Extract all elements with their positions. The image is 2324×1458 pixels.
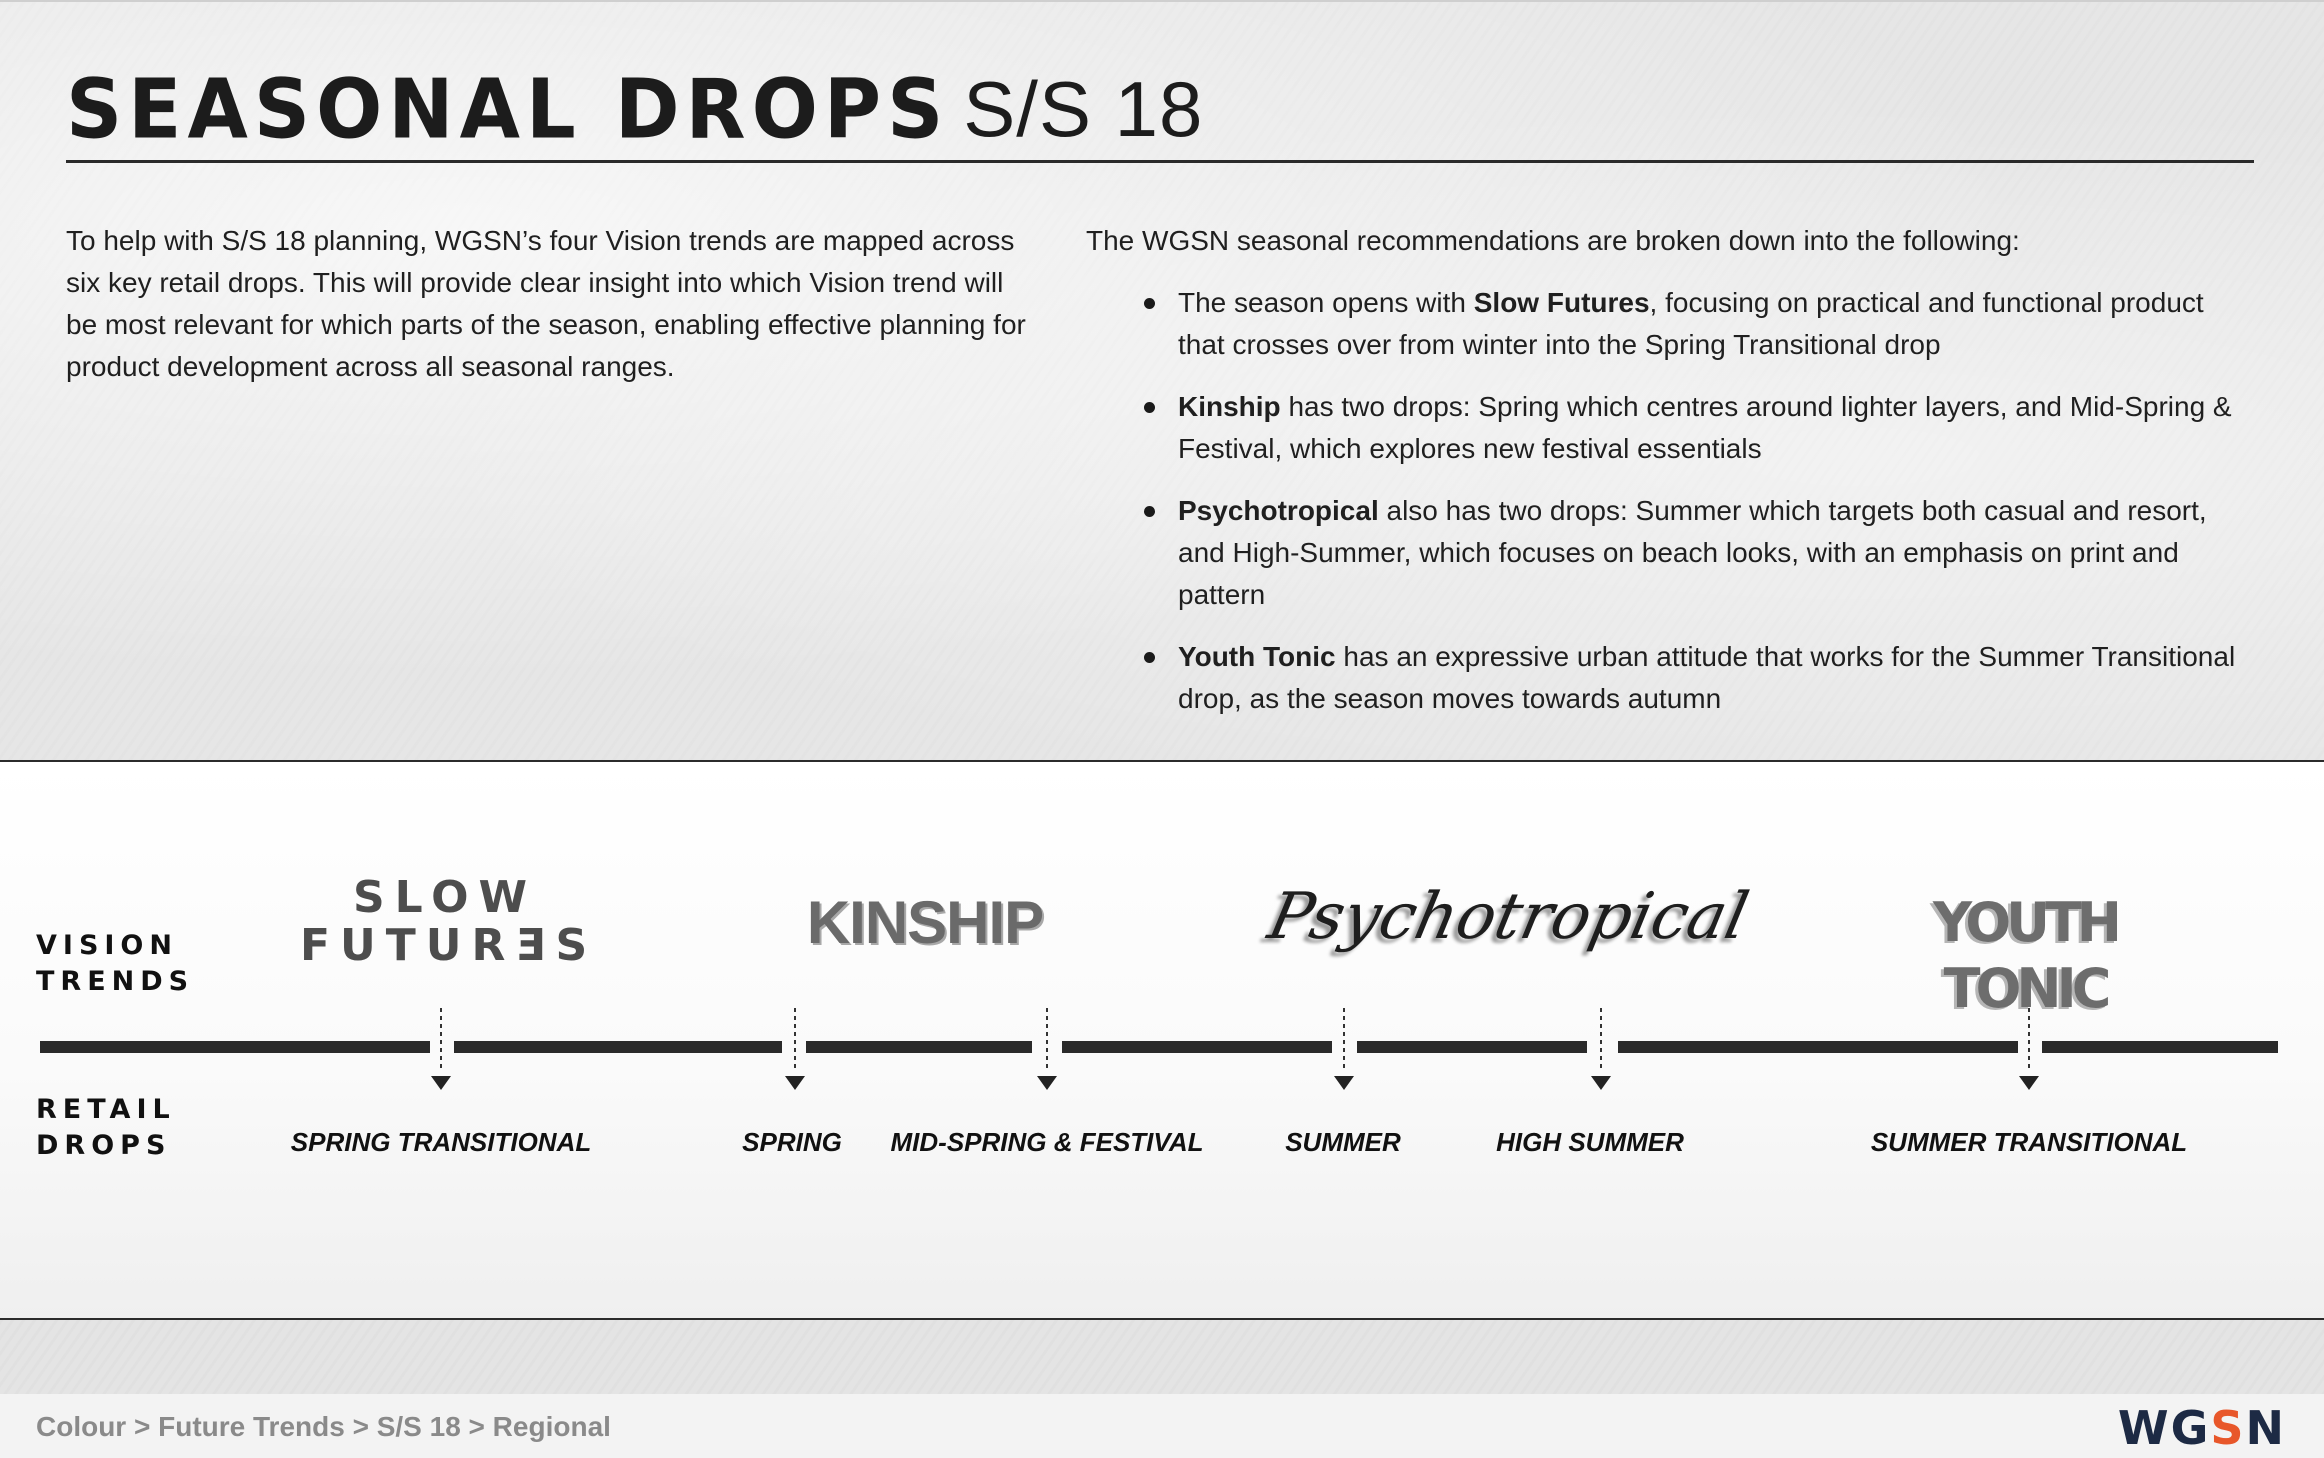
drop-label-summer: SUMMER xyxy=(1285,1127,1401,1157)
list-item-strong: Youth Tonic xyxy=(1178,641,1336,672)
psychotropical-logo: Psychotropical xyxy=(1262,880,1755,954)
retail-label-line: DROPS xyxy=(36,1130,172,1161)
down-arrow-icon xyxy=(1591,1076,1611,1090)
timeline-segment xyxy=(454,1041,782,1053)
timeline-segment xyxy=(1062,1041,1332,1053)
down-arrow-icon xyxy=(2019,1076,2039,1090)
drop-label-spring-transitional: SPRING TRANSITIONAL xyxy=(290,1127,592,1157)
logo-part: N xyxy=(2245,1401,2286,1455)
title-divider xyxy=(66,160,2254,163)
wgsn-logo xyxy=(2118,1402,2286,1454)
slow-futures-line: FUTURƎS xyxy=(300,920,598,971)
list-item-text: has an expressive urban attitude that works for the Summer Transitional drop, as the season moves towards autumn xyxy=(1178,641,2236,714)
list-item xyxy=(1086,282,2256,366)
list-item-strong: Slow Futures xyxy=(1473,287,1650,318)
logo-part: S xyxy=(2210,1401,2246,1455)
breadcrumb[interactable]: Colour > Future Trends > S/S 18 > Regional xyxy=(36,1411,611,1442)
timeline xyxy=(0,1000,2324,1110)
down-arrow-icon xyxy=(785,1076,805,1090)
list-item-text: The season opens with xyxy=(1178,287,1474,318)
vision-label-line: TRENDS xyxy=(36,966,195,997)
title-season: S/S 18 xyxy=(963,65,1204,153)
bullet-icon xyxy=(1144,506,1155,517)
list-item xyxy=(1086,636,2256,720)
vision-trends-label xyxy=(36,928,194,1000)
drop-label-spring: SPRING xyxy=(742,1127,842,1157)
timeline-segment xyxy=(1357,1041,1587,1053)
down-arrow-icon xyxy=(431,1076,451,1090)
list-item xyxy=(1086,386,2256,470)
list-item xyxy=(1086,490,2256,616)
drop-arrows xyxy=(431,1076,2039,1090)
kinship-logo: KINSHIP xyxy=(806,889,1044,956)
list-item-text: , focusing on practical and functional product that crosses over from winter into the Spring Transitional drop xyxy=(1178,287,2204,360)
vision-label-line: VISION xyxy=(36,930,178,961)
down-arrow-icon xyxy=(1334,1076,1354,1090)
slow-futures-logo xyxy=(300,872,598,971)
timeline-segments xyxy=(40,1041,2278,1053)
timeline-segment xyxy=(1618,1041,2018,1053)
timeline-segment xyxy=(2042,1041,2278,1053)
title-main: SEASONAL DROPS xyxy=(66,62,950,158)
breakdown-column xyxy=(1086,220,2256,740)
texture-strip xyxy=(0,1320,2324,1394)
page-title xyxy=(66,62,1204,158)
breakdown-list xyxy=(1086,282,2256,720)
drop-label-high-summer: HIGH SUMMER xyxy=(1496,1127,1684,1157)
list-item-strong: Psychotropical xyxy=(1178,495,1379,526)
logo-part: WG xyxy=(2117,1401,2211,1455)
drop-markers xyxy=(441,1008,2029,1072)
bullet-icon xyxy=(1144,652,1155,663)
breakdown-lead: The WGSN seasonal recommendations are broken down into the following: xyxy=(1086,225,2020,256)
slow-futures-line: SLOW xyxy=(352,872,538,923)
drop-label-mid-spring-festival: MID-SPRING & FESTIVAL xyxy=(890,1127,1204,1157)
timeline-segment xyxy=(40,1041,430,1053)
timeline-segment xyxy=(806,1041,1032,1053)
bullet-icon xyxy=(1144,298,1155,309)
list-item-text: has two drops: Spring which centres around lighter layers, and Mid-Spring & Festival, which explores new festival essentials xyxy=(1178,391,2232,464)
list-item-text: also has two drops: Summer which targets both casual and resort, and High-Summer, which focuses on beach looks, with an emphasis on print and pattern xyxy=(1178,495,2207,610)
list-item-strong: Kinship xyxy=(1178,391,1281,422)
intro-paragraph: To help with S/S 18 planning, WGSN’s four Vision trends are mapped across six key retail drops. This will provide clear insight into which Vision trend will be most relevant for which parts of the season, enabling effective planning for product development across all seasonal ranges. xyxy=(66,225,1026,382)
down-arrow-icon xyxy=(1037,1076,1057,1090)
drop-label-summer-transitional: SUMMER TRANSITIONAL xyxy=(1870,1127,2188,1157)
bullet-icon xyxy=(1144,402,1155,413)
youth-tonic-logo: YOUTH TONIC xyxy=(1933,891,2117,1020)
retail-label-line: RETAIL xyxy=(36,1094,176,1125)
